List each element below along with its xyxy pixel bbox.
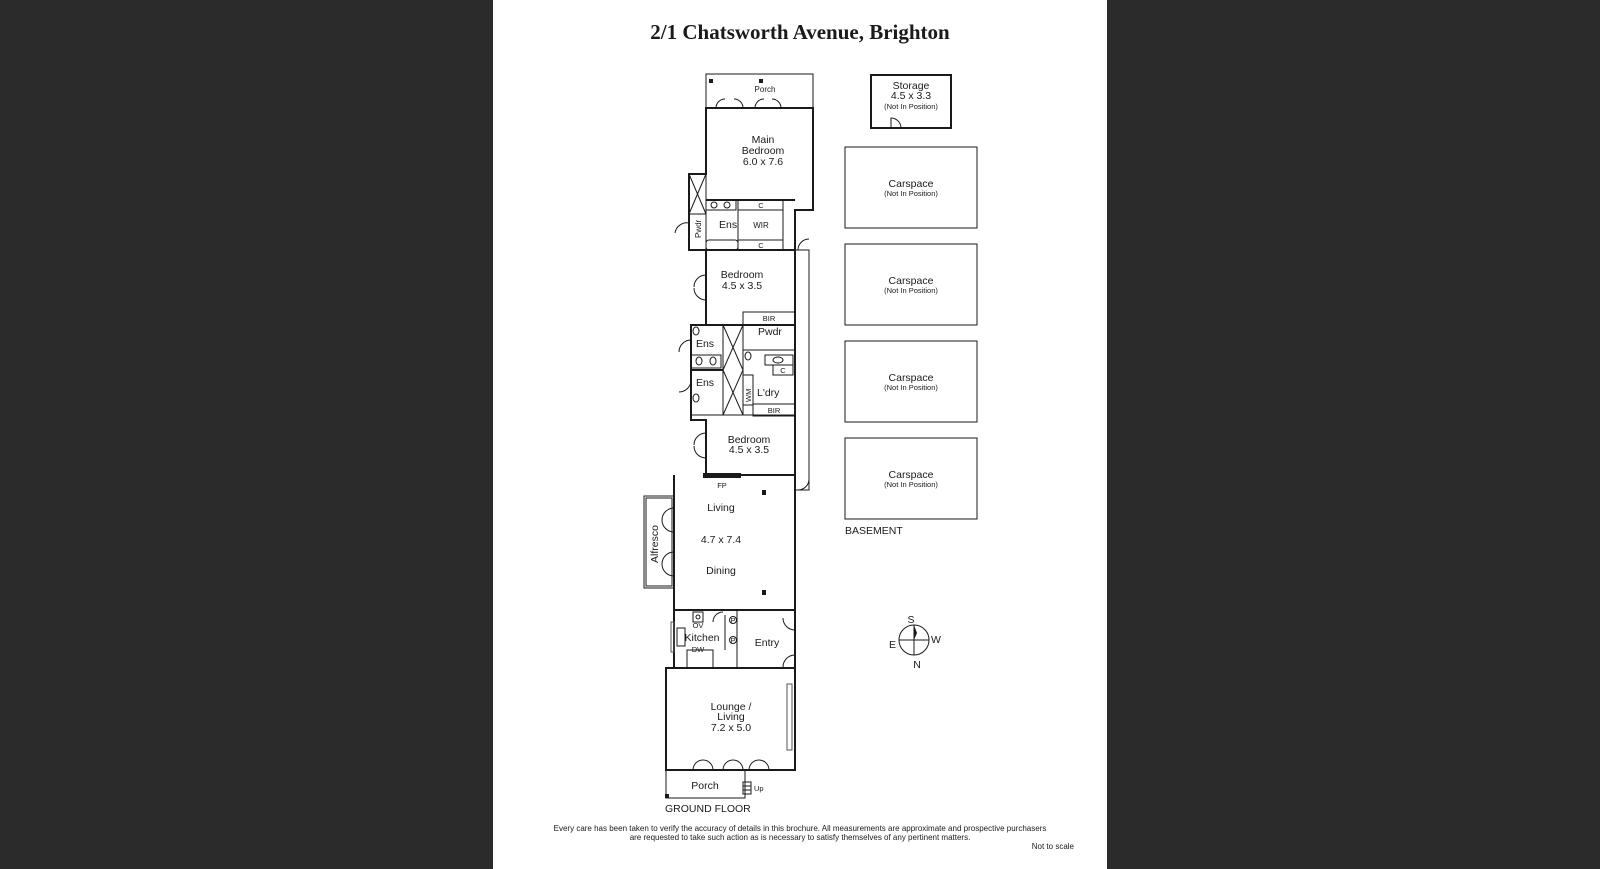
toilet-icon <box>693 327 699 335</box>
laundry-label: L'dry <box>757 387 780 399</box>
compass-icon <box>899 625 929 655</box>
fp-label: FP <box>717 481 727 490</box>
door-swing <box>891 118 901 128</box>
main-bedroom-dims: 6.0 x 7.6 <box>742 156 784 168</box>
fireplace <box>703 473 741 478</box>
living-label: Living <box>707 502 735 514</box>
storage-label: Storage <box>892 80 930 92</box>
lounge-label: Lounge / <box>710 701 752 713</box>
column-marker <box>762 490 766 495</box>
carspace-2-label: Carspace <box>888 275 934 287</box>
c3-label: C <box>780 366 786 375</box>
door-swing <box>783 618 795 667</box>
toilet-icon <box>745 352 751 360</box>
wm-label: WM <box>744 388 753 402</box>
carspace-1-label: Carspace <box>888 178 934 190</box>
porch-bottom-label: Porch <box>691 780 719 792</box>
compass-s: S <box>907 614 915 626</box>
toilet-icon <box>693 394 699 402</box>
door-swing <box>798 479 809 490</box>
basin-icon <box>711 202 717 208</box>
basin-icon <box>710 357 716 365</box>
c1-label: C <box>758 201 764 210</box>
main-bedroom-label: Main <box>751 134 775 146</box>
alfresco-label: Alfresco <box>649 525 661 563</box>
column-marker <box>709 79 713 83</box>
disclaimer <box>503 824 1097 842</box>
door-swing <box>675 223 689 233</box>
bedroom-2-dims: 4.5 x 3.5 <box>721 280 763 292</box>
p1-label: P <box>730 616 736 625</box>
ground-floor-label: GROUND FLOOR <box>665 803 751 815</box>
door-swing <box>694 433 706 458</box>
carspace-1-note: (Not In Position) <box>884 189 938 198</box>
compass-e: E <box>889 639 897 651</box>
cooktop-burner <box>696 615 700 619</box>
storage-note: (Not In Position) <box>884 102 938 111</box>
wir-label: WIR <box>753 221 769 230</box>
disclaimer-line-1: Every care has been taken to verify the accuracy of details in this brochure. All measurements are approximate and prospective purchasers <box>553 824 1047 833</box>
pwdr-1-label: Pwdr <box>694 219 703 238</box>
ens-3-label: Ens <box>695 377 715 389</box>
dw-label: DW <box>691 645 705 654</box>
compass-w: W <box>931 634 941 646</box>
ens-2-label: Ens <box>695 338 715 350</box>
side-passage <box>795 250 809 490</box>
steps <box>743 782 751 794</box>
carspace-4-note: (Not In Position) <box>884 480 938 489</box>
not-to-scale-note: Not to scale <box>1031 842 1074 851</box>
entry-label: Entry <box>754 637 780 649</box>
disclaimer-line-2: are requested to take such action as is necessary to satisfy themselves of any pertinent matters. <box>629 833 971 842</box>
bedroom-2-label: Bedroom <box>720 269 764 281</box>
vanity <box>765 355 793 365</box>
basin-icon <box>696 357 702 365</box>
ens-1-label: Ens <box>719 219 738 231</box>
vanity <box>691 355 721 368</box>
dining-label: Dining <box>706 565 736 577</box>
bir-1-label: BIR <box>762 314 776 323</box>
living-dining-dims: 4.7 x 7.4 <box>700 534 742 546</box>
lounge-label-2: Living <box>717 711 745 723</box>
compass-n: N <box>913 659 921 671</box>
bir-2-label: BIR <box>767 406 781 415</box>
basin-icon <box>724 202 730 208</box>
basin-icon <box>773 357 783 363</box>
column-marker <box>665 794 669 798</box>
bedroom-3-dims: 4.5 x 3.5 <box>728 444 770 456</box>
floorplan-sheet <box>493 0 1107 869</box>
up-label: Up <box>754 784 764 793</box>
storage-dims: 4.5 x 3.3 <box>890 90 932 102</box>
door-swing <box>694 275 706 300</box>
main-bedroom-label-2: Bedroom <box>741 145 785 157</box>
c2-label: C <box>758 241 764 250</box>
column-marker <box>759 79 763 83</box>
floor-plan-drawing <box>493 0 1107 869</box>
carspace-4-label: Carspace <box>888 469 934 481</box>
bedroom-3-label: Bedroom <box>727 434 771 446</box>
window <box>787 684 792 750</box>
kitchen-label: Kitchen <box>684 632 720 644</box>
shower-core <box>723 325 743 415</box>
basement-label: BASEMENT <box>845 525 903 537</box>
door-swing <box>798 239 809 250</box>
column-marker <box>762 590 766 595</box>
door-swing <box>679 340 691 392</box>
porch-top-label: Porch <box>754 85 776 94</box>
carspace-3-label: Carspace <box>888 372 934 384</box>
bath-icon <box>706 240 738 250</box>
door-swing <box>693 760 769 770</box>
page-title: 2/1 Chatsworth Avenue, Brighton <box>650 20 950 44</box>
window <box>671 622 674 652</box>
ov-label: OV <box>692 621 704 630</box>
carspace-3-note: (Not In Position) <box>884 383 938 392</box>
carspace-2-note: (Not In Position) <box>884 286 938 295</box>
pwdr-2-label: Pwdr <box>758 326 782 338</box>
door-swing <box>713 612 723 622</box>
lounge-dims: 7.2 x 5.0 <box>710 722 752 734</box>
p2-label: P <box>730 636 736 645</box>
door-swing <box>716 99 781 108</box>
